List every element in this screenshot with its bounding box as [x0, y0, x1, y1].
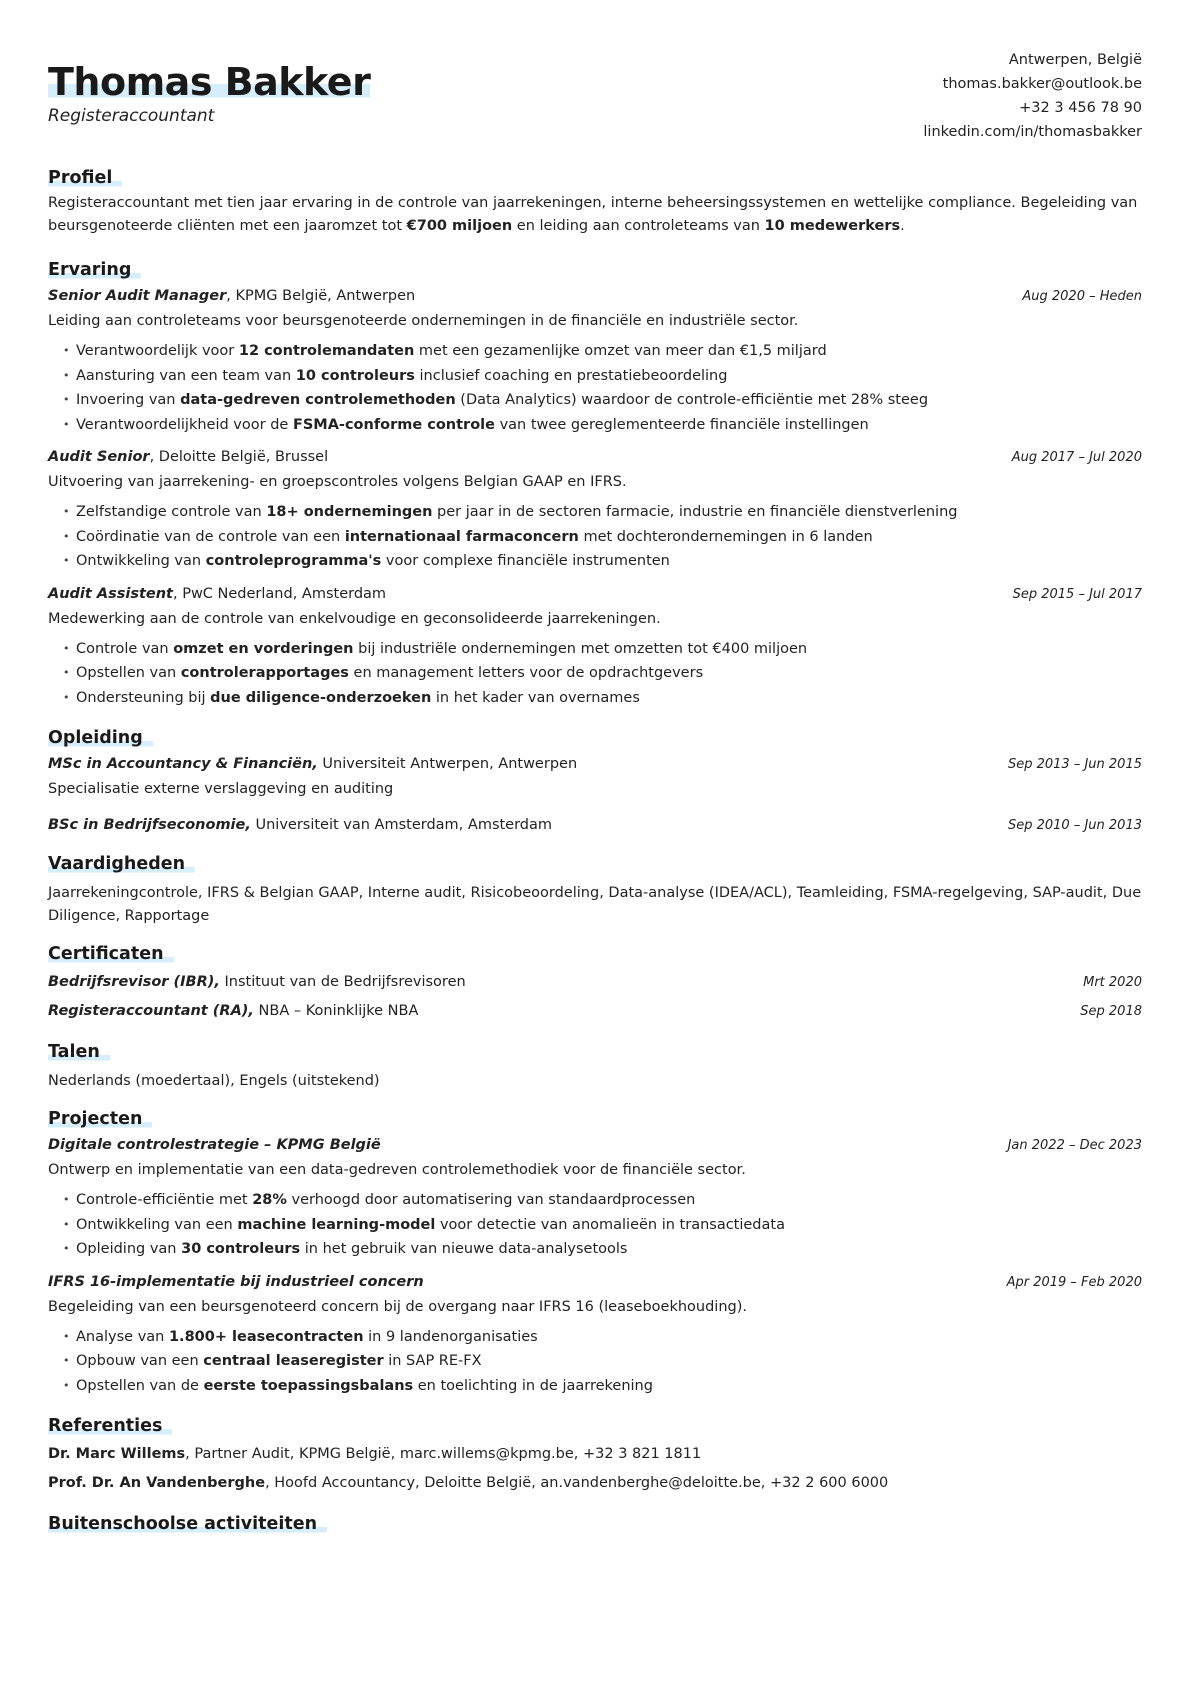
bullet-item: • Aansturing van een team van 10 controleurs inclusief coaching en prestatiebeoordeling [76, 364, 1142, 389]
project-entry [48, 1133, 1142, 1262]
reference-details: , Partner Audit, KPMG België, marc.willems@kpmg.be, +32 3 821 1811 [185, 1446, 702, 1462]
reference-name: Dr. Marc Willems [48, 1446, 186, 1462]
degree: BSc in Bedrijfseconomie, [48, 817, 251, 833]
job-org: , PwC Nederland, Amsterdam [172, 585, 387, 602]
job-bullets [48, 500, 1142, 574]
job-role: Audit Assistent [48, 585, 173, 602]
experience-entry [48, 445, 1142, 574]
education-description: Specialisatie externe verslaggeving en auditing [48, 781, 394, 797]
section-certificates [48, 940, 1142, 1026]
contact-linkedin[interactable]: linkedin.com/in/thomasbakker [923, 124, 1142, 140]
job-bullets [48, 637, 1142, 711]
section-references [48, 1412, 1142, 1498]
job-description: Medewerking aan de controle van enkelvoudige en geconsolideerde jaarrekeningen. [48, 610, 661, 627]
name-block [48, 52, 370, 126]
job-role: Senior Audit Manager [48, 288, 227, 304]
project-title: IFRS 16-implementatie bij industrieel concern [48, 1273, 424, 1290]
bullet-item: • Invoering van data-gedreven controlemethoden (Data Analytics) waardoor de controle-efficiëntie met 28% steeg [76, 388, 1142, 413]
bullet-item: • Opbouw van een centraal leaseregister in SAP RE-FX [76, 1349, 1142, 1374]
section-education [48, 724, 1142, 838]
bullet-item: • Ontwikkeling van controleprogramma's voor complexe financiële instrumenten [76, 549, 1142, 574]
profile-text: Registeraccountant met tien jaar ervaring in de controle van jaarrekeningen, interne beheersingssystemen en wettelijke compliance. Begeleiding van beursgenoteerde cliënten met een jaaromzet tot €700 miljoen en leiding aan controleteams van 10 medewerkers. [48, 195, 1138, 234]
project-entry [48, 1270, 1142, 1399]
school: Universiteit van Amsterdam, Amsterdam [250, 817, 553, 833]
job-date: Aug 2020 – Heden [1022, 289, 1142, 304]
section-heading: Projecten [48, 1109, 152, 1129]
section-extracurricular [48, 1510, 1142, 1538]
certificate-issuer: Instituut van de Bedrijfsrevisoren [219, 974, 466, 990]
bullet-item: • Ontwikkeling van een machine learning-model voor detectie van anomalieën in transactiedata [76, 1213, 1142, 1238]
section-heading: Buitenschoolse activiteiten [48, 1514, 327, 1534]
bullet-item: • Zelfstandige controle van 18+ ondernemingen per jaar in de sectoren farmacie, industrie en financiële dienstverlening [76, 500, 1142, 525]
contact-phone: +32 3 456 78 90 [1019, 100, 1142, 116]
education-date: Sep 2013 – Jun 2015 [1007, 757, 1142, 772]
section-profile [48, 164, 1142, 238]
reference-entry [48, 1469, 1142, 1498]
resume-header [48, 52, 1142, 144]
candidate-title: Registeraccountant [48, 106, 215, 126]
project-bullets [48, 1188, 1142, 1262]
bullet-item: • Coördinatie van de controle van een internationaal farmaconcern met dochterondernemingen in 6 landen [76, 525, 1142, 550]
candidate-name: Thomas Bakker [48, 60, 371, 104]
job-date: Aug 2017 – Jul 2020 [1011, 450, 1142, 465]
skills-text: Jaarrekeningcontrole, IFRS & Belgian GAAP, Interne audit, Risicobeoordeling, Data-analyse (IDEA/ACL), Teamleiding, FSMA-regelgeving, SAP-audit, Due Diligence, Rapportage [48, 885, 1142, 924]
bullet-item: • Verantwoordelijkheid voor de FSMA-conforme controle van twee gereglementeerde financiële instellingen [76, 413, 1142, 438]
section-heading: Ervaring [48, 260, 141, 280]
school: Universiteit Antwerpen, Antwerpen [317, 756, 578, 772]
bullet-item: • Analyse van 1.800+ leasecontracten in 9 landenorganisaties [76, 1325, 1142, 1350]
experience-entry [48, 284, 1142, 437]
certificate-date: Sep 2018 [1080, 1004, 1142, 1019]
job-description: Uitvoering van jaarrekening- en groepscontroles volgens Belgian GAAP en IFRS. [48, 474, 627, 490]
education-entry [48, 752, 1142, 801]
bullet-item: • Verantwoordelijk voor 12 controlemandaten met een gezamenlijke omzet van meer dan €1,5 miljard [76, 339, 1142, 364]
bullet-item: • Opleiding van 30 controleurs in het gebruik van nieuwe data-analysetools [76, 1237, 1142, 1262]
certificate-issuer: NBA – Koninklijke NBA [253, 1003, 419, 1019]
reference-details: , Hoofd Accountancy, Deloitte België, an.vandenberghe@deloitte.be, +32 2 600 6000 [265, 1475, 889, 1491]
section-projects [48, 1105, 1142, 1398]
certificate-entry [48, 997, 1142, 1026]
project-description: Ontwerp en implementatie van een data-gedreven controlemethodiek voor de financiële sector. [48, 1162, 746, 1178]
job-bullets [48, 339, 1142, 437]
job-description: Leiding aan controleteams voor beursgenoteerde ondernemingen in de financiële en industriële sector. [48, 313, 799, 329]
section-experience [48, 256, 1142, 710]
section-heading: Certificaten [48, 944, 174, 964]
bullet-item: • Controle van omzet en vorderingen bij industriële ondernemingen met omzetten tot €400 miljoen [76, 637, 1142, 662]
certificate-entry [48, 968, 1142, 997]
languages-text: Nederlands (moedertaal), Engels (uitstekend) [48, 1073, 380, 1089]
bullet-item: • Ondersteuning bij due diligence-onderzoeken in het kader van overnames [76, 686, 1142, 711]
degree: MSc in Accountancy & Financiën, [48, 756, 318, 772]
contact-block [923, 48, 1142, 144]
project-date: Apr 2019 – Feb 2020 [1006, 1274, 1142, 1290]
bullet-item: • Opstellen van de eerste toepassingsbalans en toelichting in de jaarrekening [76, 1374, 1142, 1399]
certificate-name: Registeraccountant (RA), [48, 1003, 254, 1019]
contact-location: Antwerpen, België [1008, 52, 1142, 68]
job-role: Audit Senior [48, 449, 150, 465]
section-skills [48, 850, 1142, 928]
project-bullets [48, 1325, 1142, 1399]
bullet-item: • Controle-efficiëntie met 28% verhoogd door automatisering van standaardprocessen [76, 1188, 1142, 1213]
certificate-name: Bedrijfsrevisor (IBR), [48, 974, 220, 990]
job-date: Sep 2015 – Jul 2017 [1012, 586, 1142, 602]
job-org: , KPMG België, Antwerpen [226, 288, 416, 304]
section-heading: Opleiding [48, 728, 153, 748]
section-languages [48, 1038, 1142, 1093]
section-heading: Referenties [48, 1416, 172, 1436]
project-description: Begeleiding van een beursgenoteerd concern bij de overgang naar IFRS 16 (leaseboekhouding). [48, 1298, 747, 1315]
section-heading: Talen [48, 1042, 110, 1062]
reference-name: Prof. Dr. An Vandenberghe [48, 1475, 266, 1491]
education-entry [48, 813, 1142, 838]
section-heading: Vaardigheden [48, 854, 195, 874]
certificate-date: Mrt 2020 [1083, 975, 1142, 990]
project-date: Jan 2022 – Dec 2023 [1007, 1138, 1142, 1153]
project-title: Digitale controlestrategie – KPMG België [48, 1137, 381, 1153]
experience-entry [48, 582, 1142, 711]
reference-entry [48, 1440, 1142, 1469]
job-org: , Deloitte België, Brussel [149, 449, 329, 465]
education-date: Sep 2010 – Jun 2013 [1007, 818, 1142, 833]
bullet-item: • Opstellen van controlerapportages en management letters voor de opdrachtgevers [76, 661, 1142, 686]
contact-email[interactable]: thomas.bakker@outlook.be [942, 76, 1142, 92]
section-heading: Profiel [48, 168, 122, 188]
